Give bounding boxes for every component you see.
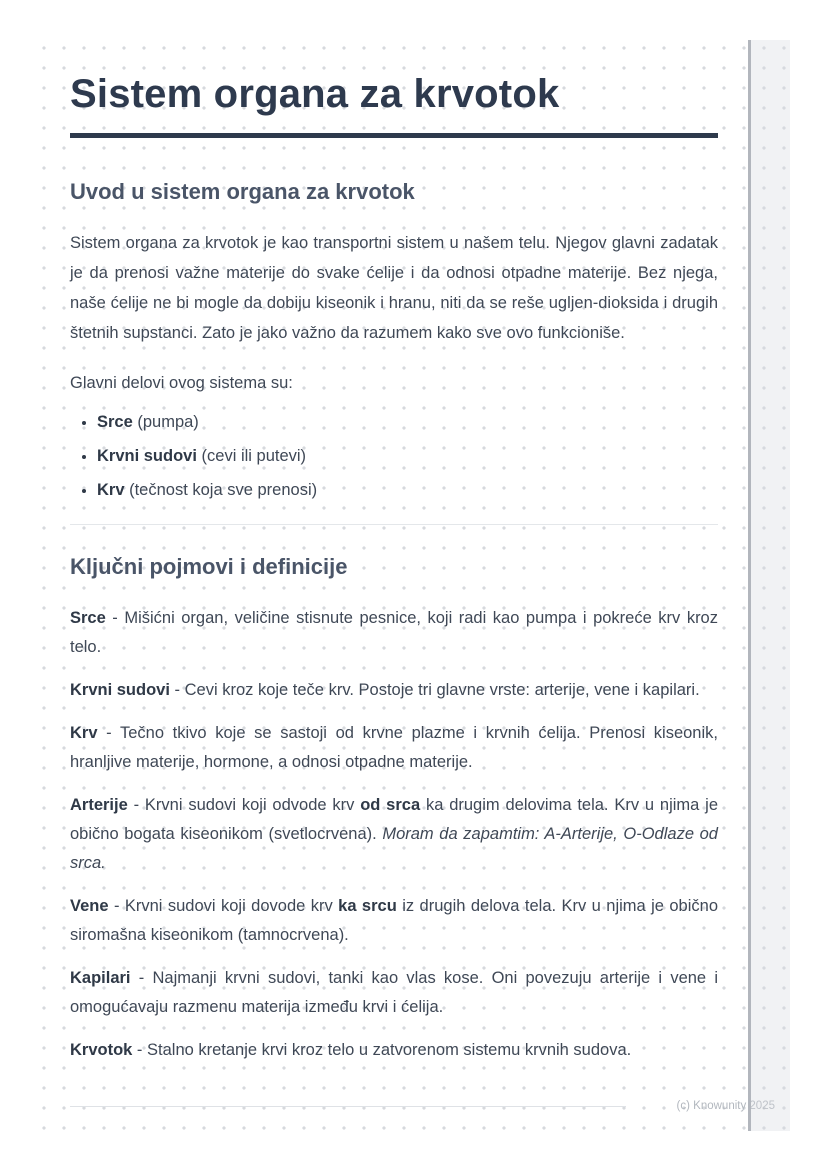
definition-paragraph <box>70 1036 718 1065</box>
definition-text: - Cevi kroz koje teče krv. Postoje tri glavne vrste: arterije, vene i kapilari. <box>169 681 700 699</box>
definition-paragraph <box>70 604 718 662</box>
definition-term: Arterije <box>70 796 128 814</box>
list-intro-text: Glavni delovi ovog sistema su: <box>70 374 293 392</box>
list-item-term: Krvni sudovi <box>97 447 197 465</box>
definition-text: - Najmanji krvni sudovi, tanki kao vlas kose. Oni povezuju arterije i vene i omogućavaju razmenu materija između krvi i ćelija. <box>70 969 718 1016</box>
section-heading-intro: Uvod u sistem organa za krvotok <box>70 179 415 204</box>
definition-text: - Tečno tkivo koje se sastoji od krvne plazme i krvnih ćelija. Prenosi kiseonik, hranljive materije, hormone, a odnosi otpadne materije. <box>70 724 718 771</box>
definition-term: Vene <box>70 897 109 915</box>
definition-term: od srca <box>360 796 421 814</box>
footer-divider <box>70 1106 626 1107</box>
definition-term: Kapilari <box>70 969 131 987</box>
main-parts-list <box>70 410 718 502</box>
list-item-term: Srce <box>97 413 133 431</box>
definition-text: - Krvni sudovi koji odvode krv <box>127 796 361 814</box>
definition-paragraph <box>70 676 718 705</box>
definition-term: Krvni sudovi <box>70 681 170 699</box>
definition-paragraph <box>70 964 718 1022</box>
mnemonic-note: Moram da zapamtim: A-Arterije, O-Odlaze od srca. <box>70 825 718 872</box>
definition-term: Srce <box>70 609 106 627</box>
definition-term: ka srcu <box>338 897 397 915</box>
definition-text: - Krvni sudovi koji dovode krv <box>108 897 339 915</box>
list-item <box>97 410 718 434</box>
definition-text: - Mišićni organ, veličine stisnute pesnice, koji radi kao pumpa i pokreće krv kroz telo. <box>70 609 718 656</box>
footer-copyright-label: (c) Knowunity 2025 <box>676 1100 775 1112</box>
list-item-desc: (tečnost koja sve prenosi) <box>124 481 318 499</box>
definition-text: iz drugih delova tela. Krv u njima je obično siromašna kiseonikom (tamnocrvena). <box>70 897 719 944</box>
section-divider <box>70 524 718 525</box>
definition-text: ka drugim delovima tela. Krv u njima je obično bogata kiseonikom (svetlocrvena). <box>70 796 718 843</box>
list-item <box>97 444 718 468</box>
document-page <box>40 40 790 1135</box>
definition-paragraph <box>70 719 718 777</box>
list-item-desc: (cevi ili putevi) <box>196 447 307 465</box>
list-item <box>97 478 718 502</box>
definition-paragraph <box>70 791 718 878</box>
title-underline-rule <box>70 133 718 138</box>
vertical-scrollbar[interactable] <box>748 40 790 1131</box>
definition-term: Krv <box>70 724 98 742</box>
section-heading-definitions: Ključni pojmovi i definicije <box>70 554 348 579</box>
document-content <box>70 40 718 1065</box>
page-title: Sistem organa za krvotok <box>70 72 560 116</box>
list-item-term: Krv <box>97 481 125 499</box>
definition-paragraph <box>70 892 718 950</box>
list-item-desc: (pumpa) <box>132 413 199 431</box>
definitions-block <box>70 604 718 1065</box>
footer <box>70 1100 775 1112</box>
definition-text: - Stalno kretanje krvi kroz telo u zatvorenom sistemu krvnih sudova. <box>132 1041 632 1059</box>
intro-paragraph: Sistem organa za krvotok je kao transportni sistem u našem telu. Njegov glavni zadatak je da prenosi važne materije do svake ćelije i da odnosi otpadne materije. Bez njega, naše ćelije ne bi mogle da dobiju kiseonik i hranu, niti da se reše ugljen-dioksida i drugih štetnih supstanci. Zato je jako važno da razumem kako sve ovo funkcioniše. <box>70 234 718 342</box>
definition-term: Krvotok <box>70 1041 133 1059</box>
